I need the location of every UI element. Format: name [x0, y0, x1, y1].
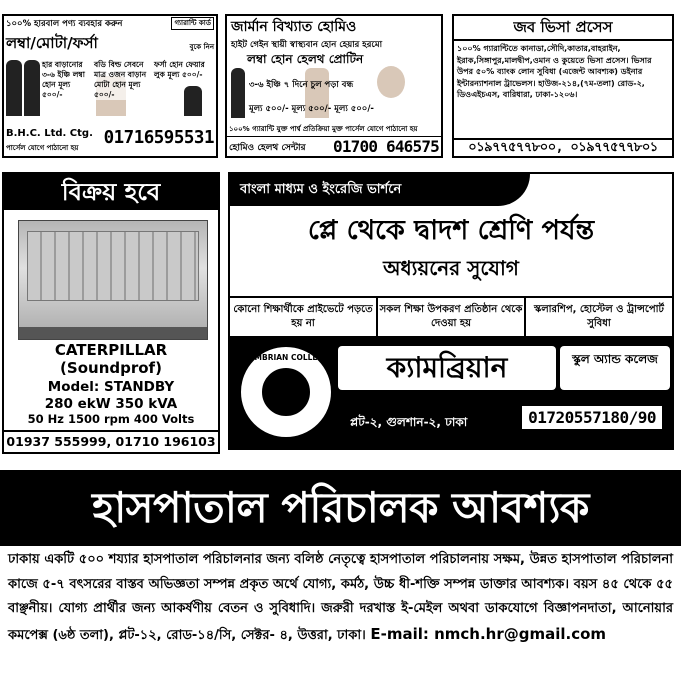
ad-generator-specs: CATERPILLAR (Soundprof) Model: STANDBY 280 ekW 350 kVA 50 Hz 1500 rpm 400 Volts [27, 341, 195, 426]
ad-hospital-headline: হাসপাতাল পরিচালক আবশ্যক [0, 470, 681, 546]
feature-item: সকল শিক্ষা উপকরণ প্রতিষ্ঠান থেকে দেওয়া হয় [378, 298, 526, 336]
guarantee-badge: গ্যারান্টি কার্ড [171, 17, 214, 30]
ad-homeo-footer: হোমিও হেলথ সেন্টার 01700 646575 [229, 137, 439, 156]
ad-bhc-col1: হার বাড়ানোর ৩-৬ ইঞ্চি লম্বা হোন মূল্য ৫০০/- [42, 60, 85, 99]
ad-visa-phone: ০১৯৭৭৫৭৭৮০০, ০১৯৭৭৫৭৭৮০১ [454, 138, 672, 156]
college-phone: 01720557180/90 [522, 406, 662, 429]
college-address: প্লট-২, গুলশান-২, ঢাকা [350, 415, 468, 429]
ad-bhc-phone: 01716595531 [103, 128, 214, 148]
ad-homeo-headline: জার্মান বিখ্যাত হোমিও [231, 19, 357, 35]
generator-image [18, 220, 208, 340]
ad-homeo-phone: 01700 646575 [333, 137, 439, 156]
ad-bhc-col3: ফর্সা হোন ফেয়ার লুক মূল্য ৫০০/- [154, 60, 205, 79]
head-figure [377, 66, 405, 98]
ad-bhc-topline: ১০০% হারবাল পণ্য ব্যবহার করুন গ্যারান্টি কার্ড [4, 16, 216, 32]
feature-item: স্কলারশিপ, হোস্টেল ও ট্রান্সপোর্ট সুবিধা [533, 304, 664, 329]
college-logo: CAMBRIAN COLLEGE [238, 344, 334, 440]
ad-job-visa [452, 14, 674, 158]
ad-bhc [2, 14, 218, 158]
model-figure [231, 68, 245, 118]
college-name: ক্যামব্রিয়ান [338, 346, 556, 390]
ad-generator [2, 172, 220, 454]
ad-cambrian [228, 172, 674, 450]
ad-bhc-headline: লম্বা/মোটা/ফর্সা বুকে নিন [6, 34, 214, 52]
ad-visa-headline: জব ভিসা প্রসেস [454, 16, 672, 41]
model-figure [6, 60, 22, 116]
ad-cambrian-features [230, 296, 672, 336]
hospital-email: E-mail: nmch.hr@gmail.com [370, 624, 607, 643]
feature-item: কোনো শিক্ষার্থীকে প্রাইভেটে পড়তে হয় না [230, 298, 378, 336]
ad-homeo-line: মূল্য ৫০০/- মূল্য ৫০০/- মূল্য ৫০০/- [249, 104, 374, 114]
ad-bhc-parcel: পার্সেল যোগে পাঠানো হয় [6, 144, 79, 152]
ad-homeo-line: ৩-৬ ইঞ্চি ৭ দিনে চুল পড়া বন্ধ [249, 80, 354, 90]
ad-cambrian-subtitle: অধ্যয়নের সুযোগ [383, 256, 519, 280]
ad-hospital-body: ঢাকায় একটি ৫০০ শয্যার হাসপাতাল পরিচালনার জন্য বলিষ্ঠ নেতৃত্বে হাসপাতাল পরিচালনায় সক্ষম, উন্নত হাসপাতাল পরিচালনা কাজে ৫-৭ বৎসরের বাস্তব অভিজ্ঞতা সম্পন্ন প্রকৃত অর্থে যোগ্য, কর্মঠ, উচ্চ ধী-শক্তি সম্পন্ন ডাক্তার আবশ্যক। বয়স ৪৫ থেকে ৫৫ বাঞ্ছনীয়। যোগ্য প্রার্থীর জন্য আকর্ষণীয় বেতন ও সুবিধাদি। জরুরী দরখাস্ত ই-মেইল অথবা ডাকযোগে বিজ্ঞাপনদাতা, আনোয়ার কমপেক্স (৬ষ্ঠ তলা), প্লট-১২, রোড-১৪/সি, সেক্টর- ৪, উত্তরা, ঢাকা। E-mail: nmch.hr@gmail.com [8, 552, 673, 643]
ad-bhc-col2: বডি বিল্ড সেবনে মাত্র ওজন বাড়ান মোটা হোন মূল্য ৫০০/- [94, 60, 154, 100]
ad-homeo-line: লম্বা হোন হেলথ প্রোটিন [247, 52, 364, 66]
ad-generator-headline: বিক্রয় হবে [4, 174, 218, 210]
ad-bhc-company: B.H.C. Ltd. Ctg. [6, 128, 93, 139]
ad-hospital [0, 470, 681, 690]
ad-homeo-line: হাইট গেইন স্থায়ী স্বাস্থ্যবান হোন হেয়ার হরমো [231, 40, 383, 50]
model-figure [24, 60, 40, 116]
ad-homeo [225, 14, 443, 158]
ad-generator-phone: 01937 555999, 01710 196103 [4, 430, 218, 452]
ad-visa-body: ১০০% গ্যারান্টিতে কানাডা,সৌদি,কাতার,বাহরাইন, ইরাক,সিঙ্গাপুর,মালদ্বীপ,ওমান ও কুয়েতে ভিসা প্রসেস। ভিসার উপর ৫০% ব্যাংক লোন সুবিধা (এজেন্ট আবশ্যক) ডইনার ইন্টারন্যাশনাল ট্রাভেলস। হাউজ-২১৪,(৭ম-তলা) রোড-২, ডিওএইচএস, বারিধারা, ঢাকা-১২০৬। [457, 44, 652, 99]
model-figure [184, 86, 202, 116]
ad-homeo-line: ১০০% গ্যারান্টি যুক্ত পার্শ্ব প্রতিক্রিয়া মুক্ত পার্সেল যোগে পাঠানো হয় [229, 125, 418, 133]
ad-cambrian-title: প্লে থেকে দ্বাদশ শ্রেণি পর্যন্ত [307, 215, 595, 246]
ad-cambrian-footer [230, 336, 672, 448]
ad-cambrian-banner: বাংলা মাধ্যম ও ইংরেজি ভার্শনে [230, 174, 530, 206]
school-and-college: স্কুল অ্যান্ড কলেজ [560, 346, 670, 390]
